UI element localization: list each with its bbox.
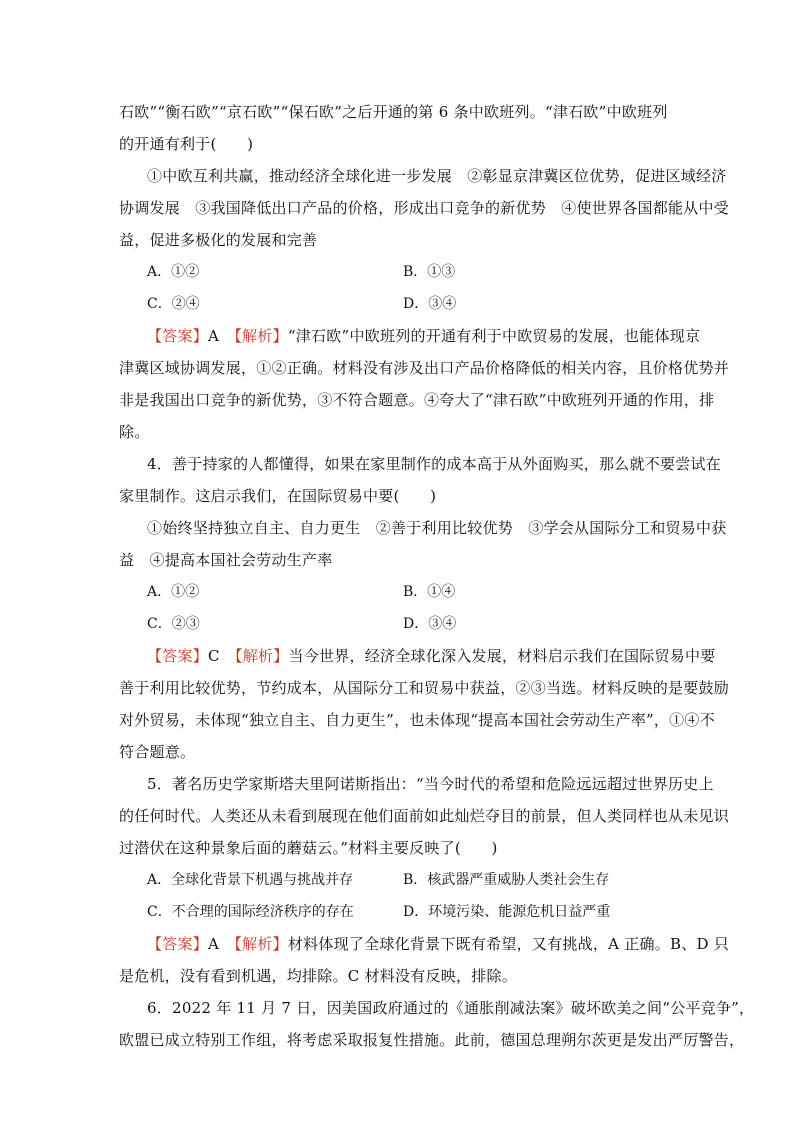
q3-statement-line-3: 益，促进多极化的发展和完善: [119, 231, 318, 249]
q3-answer-line-1: [147, 326, 700, 346]
q5-option-d: D．环境污染、能源危机日益严重: [403, 904, 611, 920]
q4-answer-line-1: [147, 646, 716, 666]
q6-stem-line-2: 欧盟已成立特别工作组，将考虑采取报复性措施。此前，德国总理朔尔茨更是发出严厉警告，: [119, 1031, 745, 1049]
q5-stem-line-3: 过潜伏在这种景象后面的蘑菇云。”材料主要反映了( ): [119, 839, 498, 857]
q4-option-a: A．①②: [147, 584, 200, 600]
answer-tag: 【答案】: [147, 327, 209, 345]
answer-tag: 【答案】: [147, 935, 209, 953]
q5-stem-line-2: 的任何时代。人类还从未看到展现在他们面前如此灿烂夺目的前景，但人类同样也从未见识: [119, 807, 730, 825]
q4-statement-line-2: 益 ④提高本国社会劳动生产率: [119, 551, 333, 569]
q5-answer-line-1: [147, 934, 729, 954]
q5-option-c: C．不合理的国际经济秩序的存在: [147, 904, 354, 920]
q5-option-a: A．全球化背景下机遇与挑战并存: [147, 872, 354, 888]
answer-letter: A: [208, 935, 220, 953]
q3-option-b: B．①③: [403, 264, 456, 280]
q3-option-c: C．②④: [147, 296, 200, 312]
q4-stem-line-2: 家里制作。这启示我们，在国际贸易中要( ): [119, 487, 437, 505]
q3-option-a: A．①②: [147, 264, 200, 280]
q4-option-b: B．①④: [403, 584, 456, 600]
q4-analysis-line-3: 对外贸易，未体现“独立自主、自力更生”，也未体现“提高本国社会劳动生产率”，①④不: [119, 711, 715, 729]
q4-analysis-line-2: 善于利用比较优势，节约成本，从国际分工和贸易中获益，②③当选。材料反映的是要鼓励: [119, 679, 730, 697]
q6-stem-line-1: 6．2022 年 11 月 7 日，因美国政府通过的《通胀削减法案》破坏欧美之间“公平竞争”，: [147, 999, 755, 1017]
analysis-text: 当今世界，经济全球化深入发展，材料启示我们在国际贸易中要: [288, 647, 716, 665]
q4-option-d: D．③④: [403, 616, 457, 632]
analysis-tag: 【解析】: [234, 935, 288, 953]
q3-stem-line-1: 石欧”“衡石欧”“京石欧”“保石欧”之后开通的第 6 条中欧班列。“津石欧”中欧班列: [119, 103, 668, 121]
answer-letter: A: [208, 327, 220, 345]
q5-option-b: B．核武器严重威胁人类社会生存: [403, 872, 610, 888]
analysis-text: 材料体现了全球化背景下既有希望，又有挑战，A 正确。B、D 只: [287, 935, 730, 953]
q4-analysis-line-4: 符合题意。: [119, 743, 196, 761]
answer-tag: 【答案】: [147, 647, 209, 665]
q4-stem-line-1: 4．善于持家的人都懂得，如果在家里制作的成本高于从外面购买，那么就不要尝试在: [147, 455, 722, 473]
q3-statement-line-2: 协调发展 ③我国降低出口产品的价格，形成出口竞争的新优势 ④使世界各国都能从中受: [119, 199, 730, 217]
q3-stem-line-2: 的开通有利于( ): [119, 135, 254, 153]
answer-letter: C: [208, 647, 220, 665]
q3-analysis-line-2: 津冀区域协调发展，①②正确。材料没有涉及出口产品价格降低的相关内容，且价格优势并: [119, 359, 730, 377]
q3-option-d: D．③④: [403, 296, 457, 312]
q3-analysis-line-3: 非是我国出口竞争的新优势，③不符合题意。④夸大了“津石欧”中欧班列开通的作用，排: [119, 391, 715, 409]
q5-stem-line-1: 5．著名历史学家斯塔夫里阿诺斯指出：“当今时代的希望和危险远远超过世界历史上: [147, 775, 714, 793]
analysis-text: “津石欧”中欧班列的开通有利于中欧贸易的发展，也能体现京: [287, 327, 701, 345]
q4-statement-line-1: ①始终坚持独立自主、自力更生 ②善于利用比较优势 ③学会从国际分工和贸易中获: [147, 519, 727, 537]
q3-statement-line-1: ①中欧互利共赢，推动经济全球化进一步发展 ②彰显京津冀区位优势，促进区域经济: [147, 167, 727, 185]
q4-option-c: C．②③: [147, 616, 200, 632]
q3-analysis-line-4: 除。: [119, 423, 150, 441]
analysis-tag: 【解析】: [234, 327, 288, 345]
analysis-tag: 【解析】: [235, 647, 289, 665]
q5-analysis-line-2: 是危机，没有看到机遇，均排除。C 材料没有反映，排除。: [119, 967, 517, 985]
